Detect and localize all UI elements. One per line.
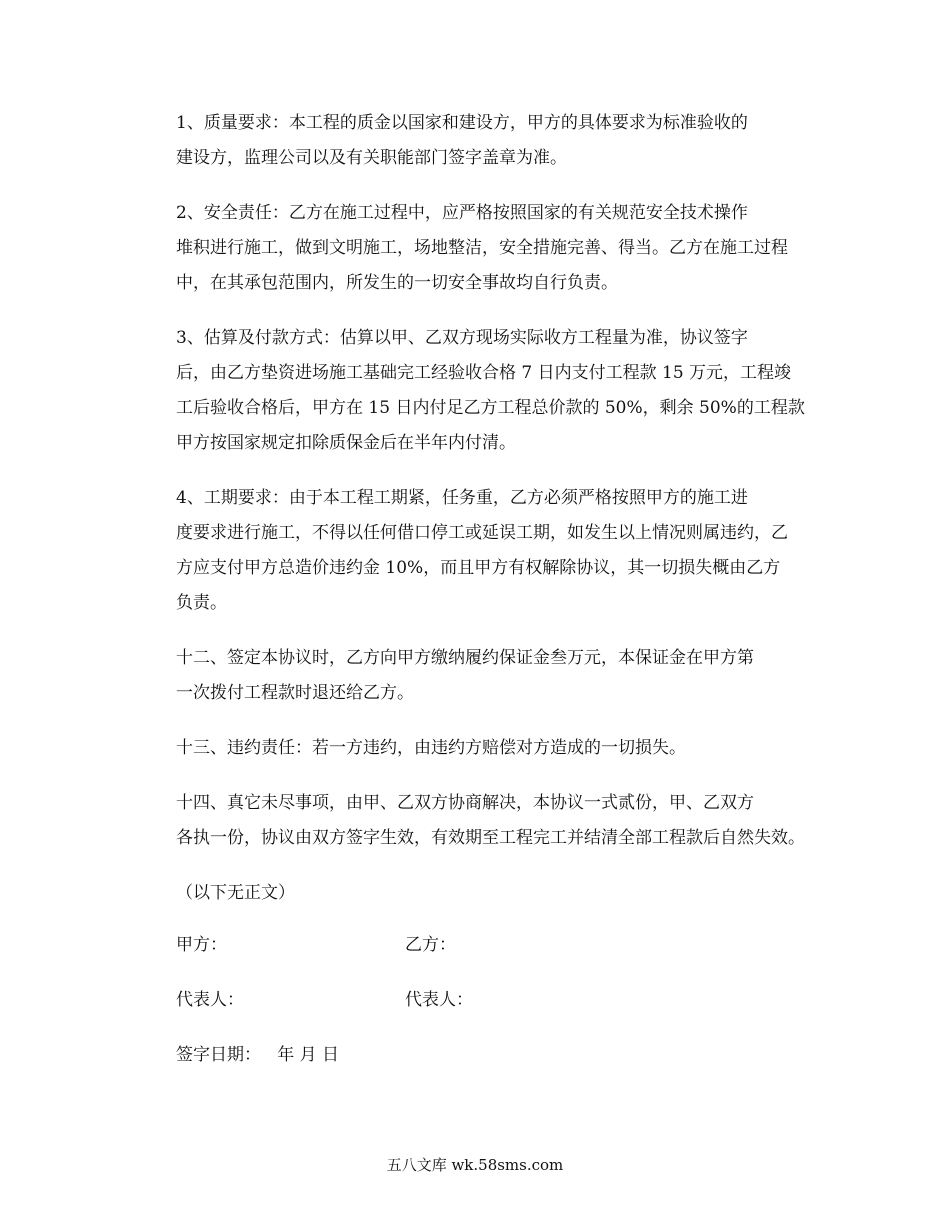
text-line: 甲方按国家规定扣除质保金后在半年内付清。	[176, 433, 516, 453]
clause-safety	[142, 196, 812, 301]
text-line: 建设方，监理公司以及有关职能部门签字盖章为准。	[176, 148, 567, 168]
clause-quality	[142, 106, 812, 176]
text-line: 十四、真它未尽事项，由甲、乙双方协商解决，本协议一式贰份，甲、乙双方	[176, 793, 754, 813]
clause-other-matters	[142, 786, 812, 856]
footer-watermark: 五八文库 wk.58sms.com	[386, 1156, 564, 1174]
text-line: 度要求进行施工，不得以任何借口停工或延误工期，如发生以上情况则属违约，乙	[176, 523, 788, 543]
party-signature-row	[142, 928, 812, 963]
text-line: 方应支付甲方总造价违约金 10%，而且甲方有权解除协议，其一切损失概由乙方	[176, 558, 781, 578]
party-b-label: 乙方：	[405, 935, 456, 955]
text-line: 十三、违约责任：若一方违约，由违约方赔偿对方造成的一切损失。	[176, 738, 686, 758]
text-line: 各执一份，协议由双方签字生效，有效期至工程完工并结清全部工程款后自然失效。	[176, 828, 805, 848]
text-line: 堆积进行施工，做到文明施工，场地整洁，安全措施完善、得当。乙方在施工过程	[176, 238, 788, 258]
clause-deposit	[142, 641, 812, 711]
sign-date-label: 签字日期： 年 月 日	[176, 1045, 340, 1065]
text-line: 十二、签定本协议时，乙方向甲方缴纳履约保证金叁万元，本保证金在甲方第	[176, 648, 754, 668]
clause-schedule	[142, 481, 812, 621]
text-line: 2、安全责任：乙方在施工过程中，应严格按照国家的有关规范安全技术操作	[176, 203, 748, 223]
sign-date-row	[142, 1038, 812, 1073]
text-line: 工后验收合格后，甲方在 15 日内付足乙方工程总价款的 50%，剩余 50%的工程款	[176, 398, 805, 418]
representative-a-label: 代表人：	[176, 990, 244, 1010]
text-line: 后，由乙方垫资进场施工基础完工经验收合格 7 日内支付工程款 15 万元，工程竣	[176, 363, 792, 383]
text-line: 4、工期要求：由于本工程工期紧，任务重，乙方必须严格按照甲方的施工进	[176, 488, 748, 508]
text-line: 一次拨付工程款时退还给乙方。	[176, 683, 414, 703]
end-of-text-note: （以下无正文）	[176, 883, 295, 903]
party-a-label: 甲方：	[176, 935, 227, 955]
text-line: 1、质量要求：本工程的质金以国家和建设方，甲方的具体要求为标准验收的	[176, 113, 748, 133]
representative-b-label: 代表人：	[405, 990, 473, 1010]
contract-body	[142, 106, 812, 1093]
text-line: 3、估算及付款方式：估算以甲、乙双方现场实际收方工程量为准，协议签字	[176, 328, 748, 348]
text-line: 负责。	[176, 593, 227, 613]
clause-liability	[142, 731, 812, 766]
text-line: 中，在其承包范围内，所发生的一切安全事故均自行负责。	[176, 273, 618, 293]
representative-signature-row	[142, 983, 812, 1018]
clause-payment	[142, 321, 812, 461]
